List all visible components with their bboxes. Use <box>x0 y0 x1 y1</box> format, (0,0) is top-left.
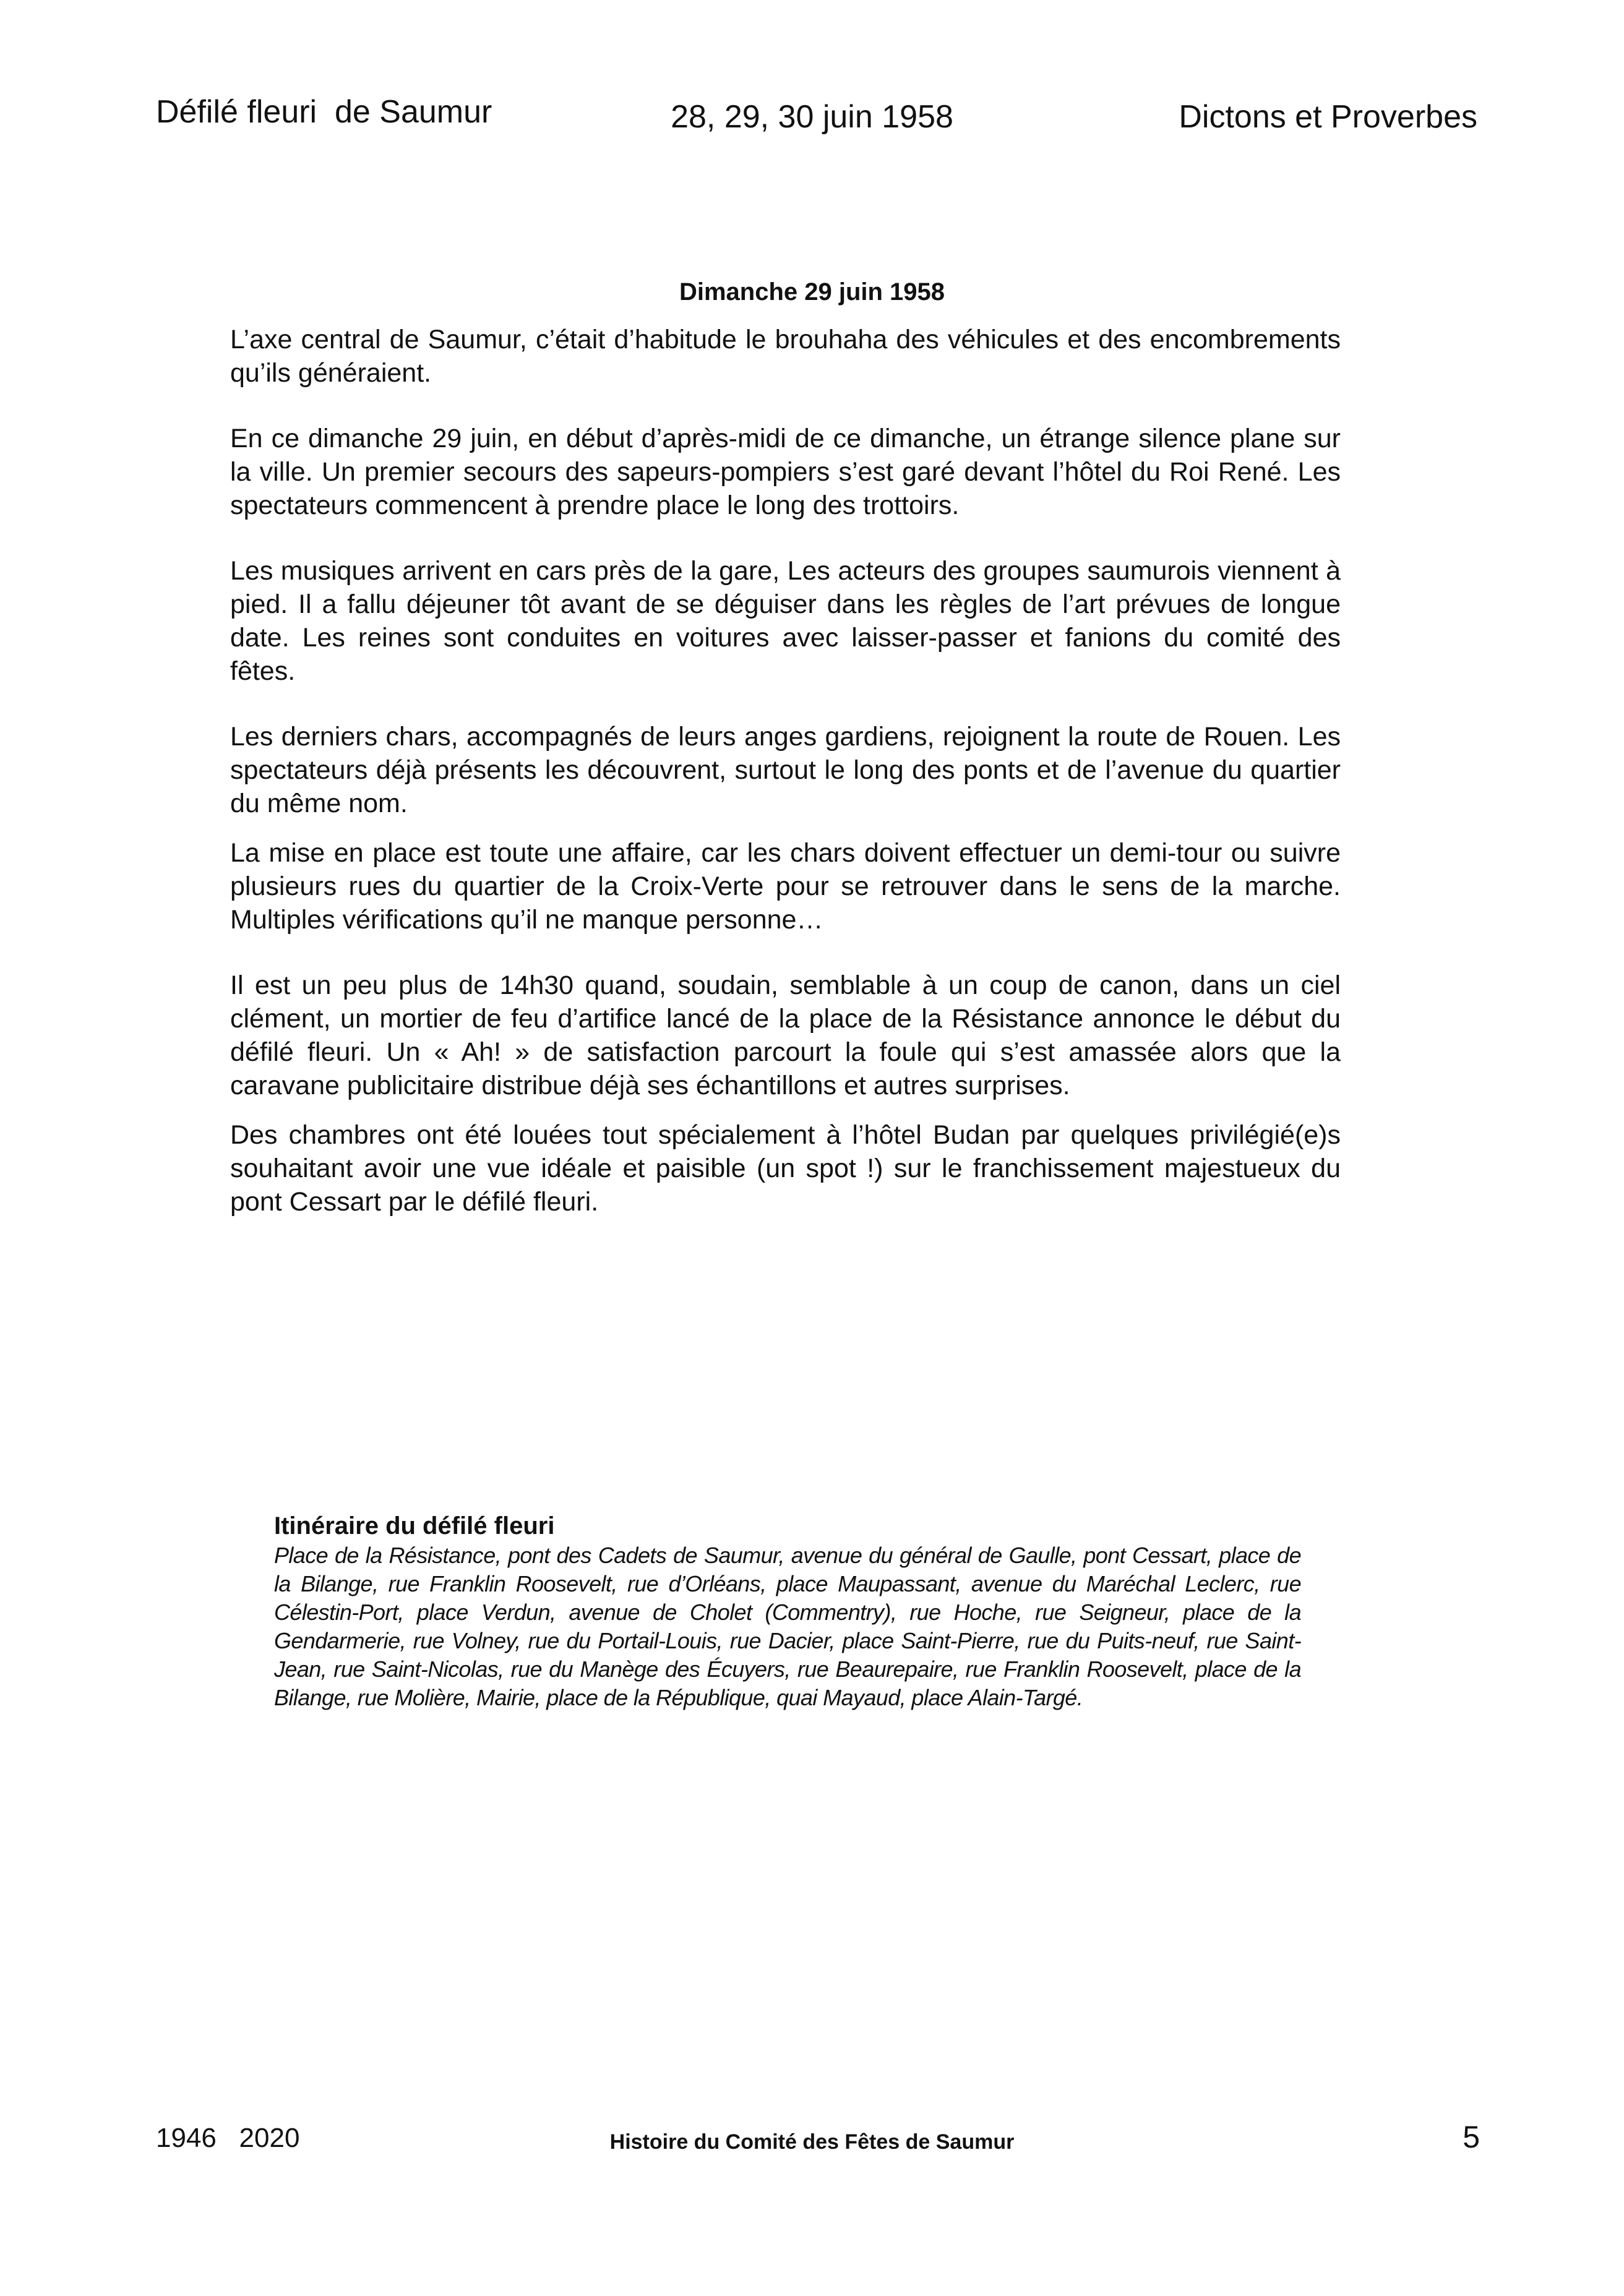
article-title: Dimanche 29 juin 1958 <box>679 278 945 306</box>
footer-years: 1946 2020 <box>156 2123 300 2153</box>
article-body <box>230 323 1341 1219</box>
article-paragraph: En ce dimanche 29 juin, en début d’après-midi de ce dimanche, un étrange silence plane sur la ville. Un premier secours des sapeurs-pompiers s’est garé devant l’hôtel du Roi René. Les spectateurs commencent à prendre place le long des trottoirs. <box>230 424 1341 520</box>
page-number: 5 <box>1463 2120 1480 2154</box>
article-paragraph: Les musiques arrivent en cars près de la gare, Les acteurs des groupes saumurois viennent à pied. Il a fallu déjeuner tôt avant de se déguiser dans les règles de l’art prévues de longue date. Les reines sont conduites en voitures avec laisser-passer et fanions du comité des fêtes. <box>230 556 1341 686</box>
itinerary-box <box>274 1510 1301 1712</box>
footer-book-title: Histoire du Comité des Fêtes de Saumur <box>609 2130 1015 2154</box>
itinerary-title: Itinéraire du défilé fleuri <box>274 1512 555 1540</box>
article-paragraph: Les derniers chars, accompagnés de leurs anges gardiens, rejoignent la route de Rouen. Les spectateurs déjà présents les découvrent, surtout le long des ponts et de l’avenue du quartier du même nom. <box>230 722 1341 818</box>
header-dates: 28, 29, 30 juin 1958 <box>671 99 953 135</box>
itinerary-text: Place de la Résistance, pont des Cadets de Saumur, avenue du général de Gaulle, pont Cessart, place de la Bilange, rue Franklin Roosevelt, rue d’Orléans, place Maupassant, avenue du Maréchal Leclerc, rue Célestin-Port, place Verdun, avenue de Cholet (Commentry), rue Hoche, rue Seigneur, place de la Gendarmerie, rue Volney, rue du Portail-Louis, rue Dacier, place Saint-Pierre, rue du Puits-neuf, rue Saint-Jean, rue Saint-Nicolas, rue du Manège des Écuyers, rue Beaurepaire, rue Franklin Roosevelt, place de la Bilange, rue Molière, Mairie, place de la République, quai Mayaud, place Alain-Targé. <box>274 1543 1301 1710</box>
article-paragraph: Des chambres ont été louées tout spécialement à l’hôtel Budan par quelques privilégié(e)s souhaitant avoir une vue idéale et paisible (un spot !) sur le franchissement majestueux du pont Cessart par le défilé fleuri. <box>230 1120 1341 1217</box>
article-paragraph: La mise en place est toute une affaire, car les chars doivent effectuer un demi-tour ou suivre plusieurs rues du quartier de la Croix-Verte pour se retrouver dans le sens de la marche. Multiples vérifications qu’il ne manque personne… <box>230 838 1341 935</box>
header-right-title: Dictons et Proverbes <box>1179 99 1477 135</box>
article-paragraph: Il est un peu plus de 14h30 quand, soudain, semblable à un coup de canon, dans un ciel clément, un mortier de feu d’artifice lancé de la place de la Résistance annonce le début du défilé fleuri. Un « Ah! » de satisfaction parcourt la foule qui s’est amassée alors que la caravane publicitaire distribue déjà ses échantillons et autres surprises. <box>230 970 1341 1100</box>
article-paragraph: L’axe central de Saumur, c’était d’habitude le brouhaha des véhicules et des encombrements qu’ils généraient. <box>230 325 1341 388</box>
header-left-title: Défilé fleuri de Saumur <box>156 94 492 130</box>
